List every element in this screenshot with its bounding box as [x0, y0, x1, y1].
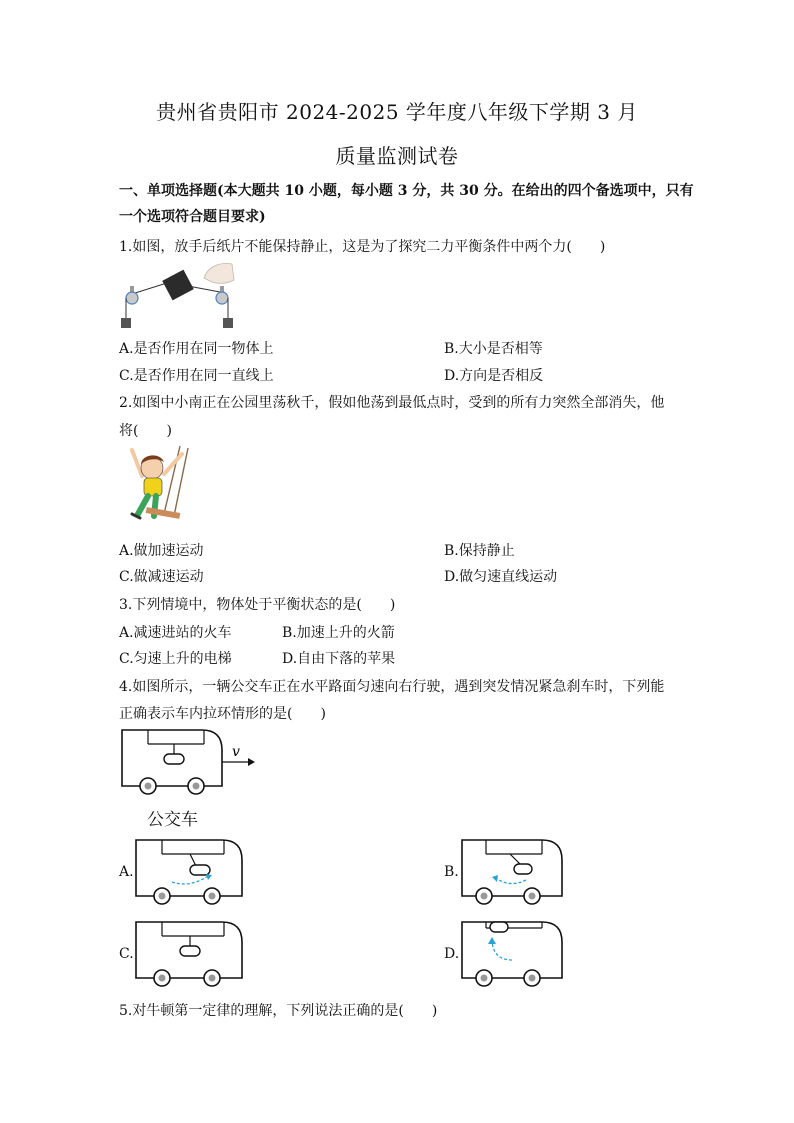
hand-ring-icon — [490, 922, 508, 932]
q3-option-c: C.匀速上升的电梯 — [119, 651, 232, 667]
q3-option-d: D.自由下落的苹果 — [282, 651, 396, 667]
q5-stem: 5.对牛顿第一定律的理解，下列说法正确的是( ) — [119, 1003, 438, 1019]
q1-option-a: A.是否作用在同一物体上 — [119, 341, 274, 357]
q4-option-a: A. — [119, 864, 134, 880]
exam-title-line2: 质量监测试卷 — [335, 144, 459, 168]
right-weight-icon — [223, 318, 233, 328]
hand-ring-icon — [180, 946, 200, 956]
hand-ring-icon — [190, 865, 210, 875]
q4-stem-line2: 正确表示车内拉环情形的是( ) — [119, 706, 326, 722]
left-weight-icon — [121, 318, 131, 328]
section-header-line2: 一个选项符合题目要求) — [119, 209, 266, 225]
q3-stem: 3.下列情境中，物体处于平衡状态的是( ) — [119, 597, 396, 613]
q4-option-b-figure — [458, 836, 566, 908]
exam-title-line1: 贵州省贵阳市 2024-2025 学年度八年级下学期 3 月 — [156, 100, 638, 124]
q1-option-d: D.方向是否相反 — [444, 368, 544, 384]
q2-option-b: B.保持静止 — [444, 543, 515, 559]
q4-option-c-figure — [132, 918, 246, 990]
q1-option-b: B.大小是否相等 — [444, 341, 543, 357]
q1-option-c: C.是否作用在同一直线上 — [119, 368, 274, 384]
q4-bus-figure — [118, 726, 258, 798]
right-pulley-icon — [216, 292, 228, 304]
hand-icon — [204, 264, 234, 284]
hand-ring-icon — [164, 754, 184, 764]
q2-stem-line1: 2.如图中小南正在公园里荡秋千，假如他荡到最低点时，受到的所有力突然全部消失，他 — [119, 395, 665, 411]
hand-ring-icon — [514, 864, 532, 874]
velocity-label: v — [232, 744, 240, 760]
q4-stem-line1: 4.如图所示，一辆公交车正在水平路面匀速向右行驶，遇到突发情况紧急刹车时，下列能 — [119, 679, 665, 695]
q4-option-c: C. — [119, 946, 134, 962]
paper-card-icon — [162, 270, 194, 301]
q4-option-a-figure — [132, 836, 246, 908]
q2-stem-line2: 将( ) — [119, 423, 172, 439]
q4-option-b: B. — [444, 864, 459, 880]
section-header-line1: 一、单项选择题(本大题共 10 小题，每小题 3 分，共 30 分。在给出的四个备选项中，只有 — [119, 183, 694, 199]
q1-pulley-figure — [116, 260, 236, 332]
q1-stem: 1.如图，放手后纸片不能保持静止，这是为了探究二力平衡条件中两个力( ) — [119, 239, 606, 255]
q4-figure-caption: 公交车 — [147, 810, 198, 830]
q3-option-b: B.加速上升的火箭 — [282, 625, 395, 641]
q2-swing-figure — [124, 444, 200, 528]
q2-option-a: A.做加速运动 — [119, 543, 204, 559]
q2-option-c: C.做减速运动 — [119, 569, 204, 585]
q3-option-a: A.减速进站的火车 — [119, 625, 232, 641]
q4-option-d-figure — [458, 918, 566, 990]
left-pulley-icon — [126, 292, 138, 304]
q4-option-d: D. — [444, 946, 460, 962]
q2-option-d: D.做匀速直线运动 — [444, 569, 558, 585]
